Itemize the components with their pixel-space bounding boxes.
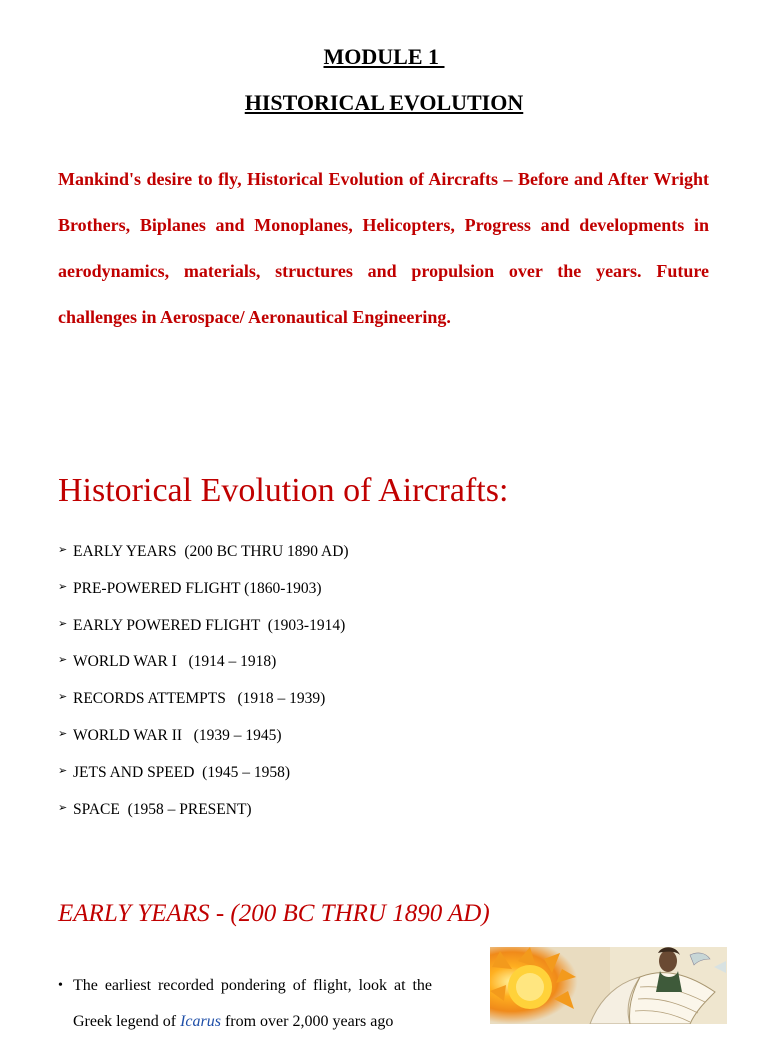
list-item-text: EARLY YEARS (200 BC THRU 1890 AD): [73, 543, 349, 560]
icarus-painting-svg: [490, 947, 727, 1024]
icarus-link[interactable]: Icarus: [180, 1013, 221, 1030]
paragraph-text-end: from over 2,000 years ago: [220, 1013, 394, 1030]
section-heading: Historical Evolution of Aircrafts:: [58, 472, 509, 509]
list-item: [58, 799, 349, 836]
arrowhead-right-icon: ➢: [58, 800, 68, 814]
syllabus-paragraph: Mankind's desire to fly, Historical Evolution of Aircrafts – Before and After Wright Brothers, Biplanes and Monoplanes, Helicopters, Progress and developments in aerodynamics, materials, structures and propulsion over the years. Future challenges in Aerospace/ Aeronautical Engineering.: [58, 169, 709, 327]
list-item: [58, 725, 349, 762]
list-item-text: SPACE (1958 – PRESENT): [73, 800, 252, 818]
subsection-heading: EARLY YEARS - (200 BC THRU 1890 AD): [58, 900, 490, 927]
paragraph-text-start: The earliest recorded pondering of flight, look at the Greek legend of: [73, 977, 432, 1030]
list-item: [58, 541, 349, 578]
module-title: MODULE 1: [323, 44, 445, 69]
list-item-text: WORLD WAR II (1939 – 1945): [73, 726, 282, 744]
paragraph-text: [73, 968, 432, 1040]
arrowhead-right-icon: ➢: [58, 653, 68, 667]
icarus-painting-image: [490, 947, 727, 1024]
body-paragraph: [58, 968, 432, 1040]
arrowhead-right-icon: ➢: [58, 543, 68, 556]
list-item: [58, 615, 349, 652]
era-list: [58, 541, 349, 835]
list-item-text: WORLD WAR I (1914 – 1918): [73, 653, 277, 671]
module-subtitle: HISTORICAL EVOLUTION: [244, 90, 524, 115]
list-item-text: PRE-POWERED FLIGHT (1860-1903): [73, 579, 322, 597]
arrowhead-right-icon: ➢: [58, 616, 68, 630]
list-item: [58, 651, 349, 688]
arrowhead-right-icon: ➢: [58, 690, 68, 704]
list-item-text: JETS AND SPEED (1945 – 1958): [73, 763, 291, 781]
list-item: [58, 762, 349, 799]
bullet-icon: •: [58, 978, 63, 993]
list-item-text: RECORDS ATTEMPTS (1918 – 1939): [73, 690, 326, 708]
list-item: [58, 688, 349, 725]
arrowhead-right-icon: ➢: [58, 763, 68, 777]
arrowhead-right-icon: ➢: [58, 579, 68, 593]
list-item: [58, 578, 349, 615]
arrowhead-right-icon: ➢: [58, 726, 68, 740]
list-item-text: EARLY POWERED FLIGHT (1903-1914): [73, 616, 346, 634]
